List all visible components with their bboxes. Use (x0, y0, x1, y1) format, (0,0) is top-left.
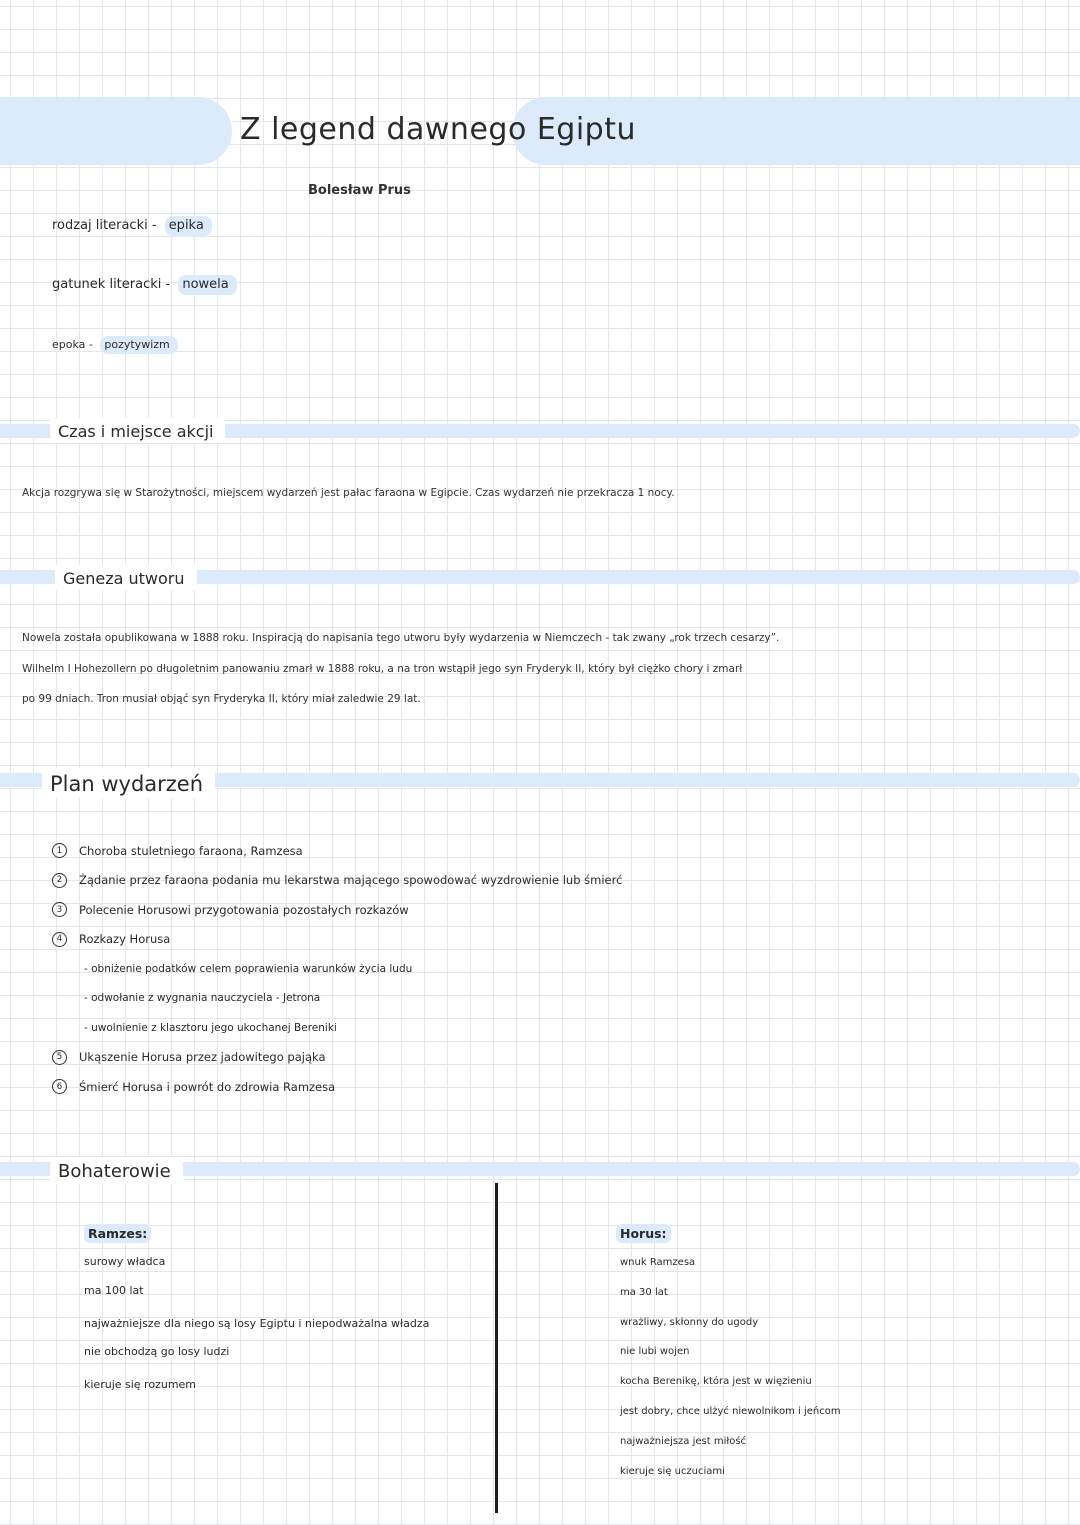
horus-trait: kocha Berenikę, która jest w więzieniu (620, 1376, 812, 1387)
plan-number: 4 (52, 932, 67, 947)
horus-trait: kieruje się uczuciami (620, 1466, 725, 1477)
horus-trait: najważniejsza jest miłość (620, 1436, 747, 1447)
horus-trait: wnuk Ramzesa (620, 1257, 696, 1268)
plan-item (52, 836, 752, 866)
plan-subitem: - odwołanie z wygnania nauczyciela - Jetrona (84, 992, 321, 1005)
plan-number: 1 (52, 843, 67, 858)
time-place-text: Akcja rozgrywa się w Starożytności, miejscem wydarzeń jest pałac faraona w Egipcie. Czas wydarzeń nie przekracza 1 nocy. (22, 487, 675, 499)
horus-name: Horus: (616, 1224, 671, 1243)
genre-type-value: epika (165, 216, 212, 236)
plan-item (52, 895, 752, 925)
time-place-heading: Czas i miejsce akcji (50, 418, 225, 443)
epoch-line (52, 338, 178, 351)
genre-type-line (52, 218, 212, 233)
ramzes-trait: surowy władca (84, 1255, 166, 1268)
genesis-line-3: po 99 dniach. Tron musiał objąć syn Fryderyka II, który miał zaledwie 29 lat. (22, 693, 421, 705)
horus-heading (616, 1223, 671, 1242)
ramzes-trait: ma 100 lat (84, 1284, 144, 1297)
genesis-line-2: Wilhelm I Hohezollern po długoletnim panowaniu zmarł w 1888 roku, a na tron wstąpił jego syn Fryderyk II, który był ciężko chory i zmarł (22, 663, 743, 675)
plan-item-text: Ukąszenie Horusa przez jadowitego pająka (79, 1050, 326, 1065)
plan-item (52, 1043, 752, 1073)
plan-heading: Plan wydarzeń (42, 768, 215, 798)
genesis-line-1: Nowela została opublikowana w 1888 roku. Inspiracją do napisania tego utworu były wydarzenia w Niemczech - tak zwany „rok trzech cesarzy”. (22, 632, 780, 644)
plan-number: 5 (52, 1050, 67, 1065)
genre-value: nowela (178, 275, 236, 295)
heroes-heading: Bohaterowie (50, 1157, 183, 1184)
plan-subitem: - uwolnienie z klasztoru jego ukochanej Bereniki (84, 1021, 337, 1034)
epoch-value: pozytywizm (100, 336, 177, 354)
plan-subitem: - obniżenie podatków celem poprawienia warunków życia ludu (84, 962, 413, 975)
plan-item-text: Choroba stuletniego faraona, Ramzesa (79, 843, 303, 858)
plan-number: 3 (52, 902, 67, 917)
title-band-left (0, 97, 232, 165)
horus-trait: wrażliwy, skłonny do ugody (620, 1317, 759, 1328)
ramzes-trait: kieruje się rozumem (84, 1378, 197, 1391)
plan-item (52, 1072, 752, 1102)
horus-trait: jest dobry, chce ulżyć niewolnikom i jeńcom (620, 1406, 841, 1417)
genre-type-label: rodzaj literacki - (52, 218, 157, 233)
plan-item (52, 925, 752, 955)
plan-item-text: Rozkazy Horusa (79, 932, 171, 947)
page-title: Z legend dawnego Egiptu (240, 112, 636, 147)
plan-number: 2 (52, 873, 67, 888)
plan-item-text: Polecenie Horusowi przygotowania pozostałych rozkazów (79, 902, 409, 917)
genre-line (52, 277, 237, 292)
plan-number: 6 (52, 1079, 67, 1094)
plan-item-text: Śmierć Horusa i powrót do zdrowia Ramzesa (79, 1079, 336, 1094)
horus-trait: nie lubi wojen (620, 1346, 690, 1357)
plan-list (52, 836, 752, 1102)
ramzes-name: Ramzes: (84, 1224, 151, 1243)
author-name: Bolesław Prus (308, 183, 411, 198)
genesis-heading: Geneza utworu (55, 565, 197, 590)
plan-item-text: Żądanie przez faraona podania mu lekarstwa mającego spowodować wyzdrowienie lub śmierć (79, 873, 623, 888)
horus-trait: ma 30 lat (620, 1287, 668, 1298)
heroes-divider (495, 1183, 498, 1513)
epoch-label: epoka - (52, 338, 93, 351)
genre-label: gatunek literacki - (52, 277, 171, 292)
ramzes-trait: nie obchodzą go losy ludzi (84, 1345, 230, 1358)
ramzes-trait: najważniejsze dla niego są losy Egiptu i niepodważalna władza (84, 1317, 430, 1330)
plan-item (52, 866, 752, 896)
ramzes-heading (84, 1223, 151, 1242)
